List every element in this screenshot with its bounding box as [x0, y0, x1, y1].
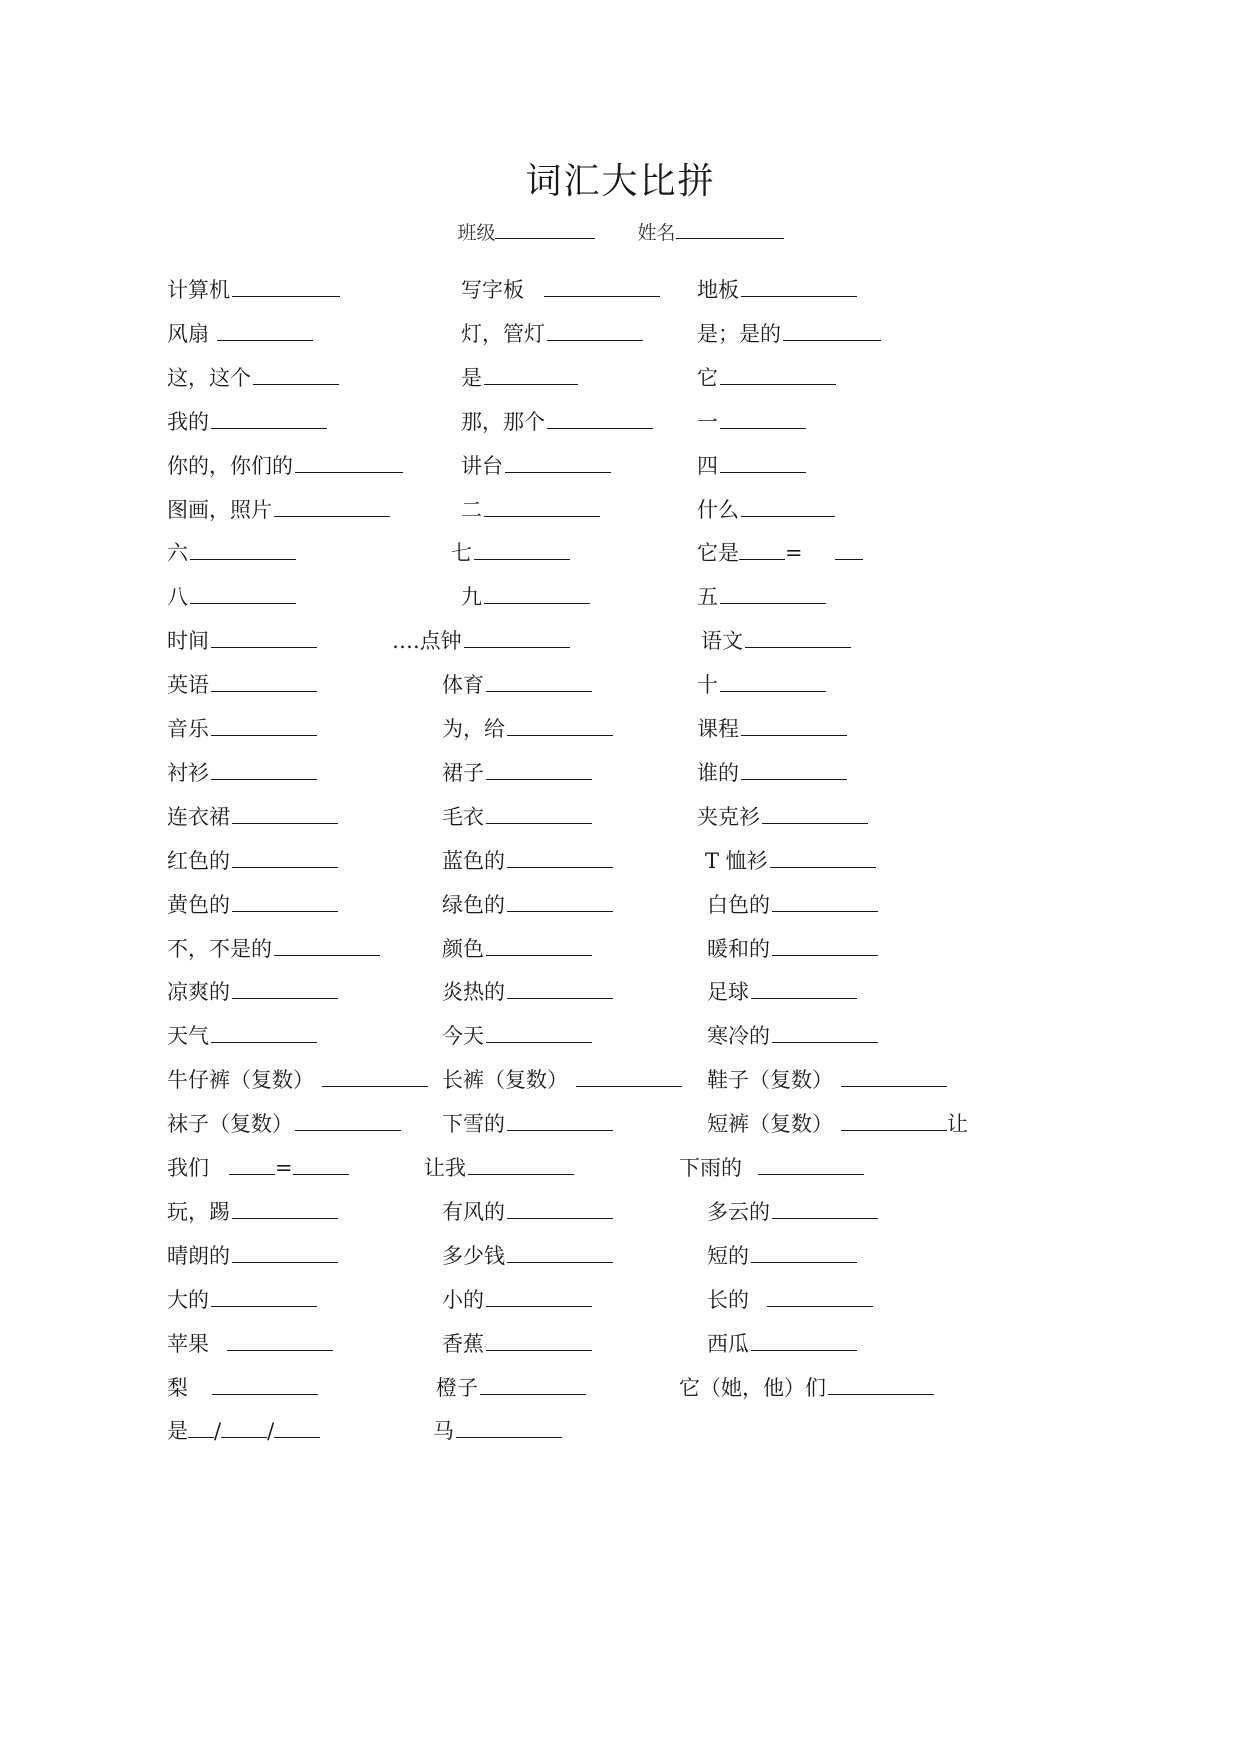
answer-blank[interactable] — [486, 759, 592, 780]
vocab-item — [697, 759, 847, 787]
answer-blank[interactable] — [772, 1022, 878, 1043]
vocab-label: 一 — [697, 409, 718, 434]
answer-blank[interactable] — [762, 803, 868, 824]
vocab-item — [167, 1286, 317, 1314]
vocab-label: 裙子 — [442, 760, 484, 785]
vocab-label: 谁的 — [697, 760, 739, 785]
vocab-label: 长裤（复数） — [442, 1068, 568, 1093]
vocab-item — [167, 1198, 338, 1226]
answer-blank[interactable] — [456, 1417, 562, 1438]
slash-separator: / — [214, 1419, 222, 1444]
vocab-label: 什么 — [697, 497, 739, 522]
vocab-item — [461, 364, 578, 392]
answer-blank[interactable] — [772, 935, 878, 956]
vocab-label: 让我 — [424, 1156, 466, 1180]
class-label: 班级 — [457, 222, 496, 244]
vocab-item — [167, 276, 340, 304]
vocab-item — [442, 803, 592, 831]
vocab-item — [679, 1374, 934, 1402]
answer-blank[interactable] — [486, 1022, 592, 1043]
vocab-label: 是；是的 — [697, 321, 781, 346]
vocab-item — [442, 1110, 613, 1138]
vocab-label: 灯，管灯 — [461, 321, 545, 346]
answer-blank[interactable] — [232, 978, 338, 999]
vocab-item — [707, 1286, 873, 1314]
vocab-label: 英语 — [167, 673, 209, 698]
vocab-item — [451, 539, 570, 567]
vocab-label: 不，不是的 — [167, 936, 272, 961]
vocab-item — [697, 320, 881, 348]
answer-blank[interactable] — [486, 1286, 592, 1307]
vocab-label: 六 — [167, 541, 188, 566]
vocab-item — [167, 1066, 428, 1094]
answer-blank[interactable] — [232, 803, 338, 824]
vocab-label: 为，给 — [442, 717, 505, 741]
vocab-label: 鞋子（复数） — [707, 1068, 833, 1093]
vocab-item — [707, 978, 857, 1006]
answer-blank[interactable] — [484, 364, 578, 385]
vocab-label: 暖和的 — [707, 936, 770, 961]
class-blank[interactable] — [495, 220, 595, 239]
vocab-label: 袜子（复数） — [167, 1112, 293, 1137]
name-field[interactable] — [638, 220, 784, 245]
vocab-label: 晴朗的 — [167, 1243, 230, 1268]
answer-blank[interactable] — [211, 715, 317, 736]
vocab-label: 地板 — [697, 278, 739, 302]
answer-blank[interactable] — [841, 1110, 947, 1131]
vocab-label: 七 — [451, 541, 472, 566]
vocab-item — [697, 408, 806, 436]
vocab-label: 多云的 — [707, 1199, 770, 1224]
vocab-item — [167, 408, 327, 436]
vocab-item — [442, 759, 592, 787]
vocab-label: 是 — [461, 365, 482, 390]
vocab-item — [697, 671, 826, 699]
vocab-label: 四 — [697, 453, 718, 478]
answer-blank[interactable] — [720, 583, 826, 604]
vocab-item — [697, 276, 857, 304]
vocab-item — [167, 1110, 401, 1138]
vocab-item — [697, 803, 868, 831]
answer-blank[interactable] — [190, 539, 296, 560]
vocab-label: 八 — [167, 585, 188, 610]
vocab-label: 连衣裙 — [167, 804, 230, 829]
vocab-label: 体育 — [442, 673, 484, 698]
answer-blank[interactable] — [212, 1374, 318, 1395]
vocab-item — [707, 1022, 878, 1050]
answer-blank[interactable] — [547, 320, 643, 341]
vocab-label: 下雨的 — [679, 1156, 742, 1180]
vocab-label: 它（她，他）们 — [679, 1375, 826, 1400]
vocab-label: 是 — [167, 1419, 188, 1444]
vocab-label: 炎热的 — [442, 980, 505, 1005]
answer-blank[interactable] — [751, 978, 857, 999]
answer-blank[interactable] — [507, 1110, 613, 1131]
vocab-item — [707, 935, 878, 963]
answer-blank[interactable] — [720, 452, 806, 473]
vocab-label: 图画，照片 — [167, 497, 272, 522]
vocab-item — [461, 496, 600, 524]
vocab-label: 短的 — [707, 1243, 749, 1268]
vocab-label: 九 — [461, 585, 482, 610]
vocab-item — [697, 583, 826, 611]
vocab-label: T 恤衫 — [705, 848, 768, 873]
class-field[interactable] — [457, 220, 595, 245]
vocab-label: 颜色 — [442, 936, 484, 961]
vocab-label: 时间 — [167, 629, 209, 654]
answer-blank[interactable] — [232, 1198, 338, 1219]
vocab-item — [701, 627, 851, 655]
vocab-label: 十 — [697, 673, 718, 698]
vocab-label: 讲台 — [461, 453, 503, 478]
answer-blank[interactable] — [480, 1374, 586, 1395]
vocab-item — [167, 1417, 320, 1445]
vocab-label: 足球 — [707, 980, 749, 1005]
answer-blank[interactable] — [227, 1330, 333, 1351]
vocab-label: 课程 — [697, 717, 739, 741]
vocab-label: 今天 — [442, 1024, 484, 1049]
answer-blank[interactable] — [484, 583, 590, 604]
vocab-item — [167, 1154, 349, 1182]
answer-blank[interactable] — [770, 847, 876, 868]
vocab-item — [167, 803, 338, 831]
vocab-item — [167, 496, 390, 524]
answer-blank[interactable] — [767, 1286, 873, 1307]
answer-blank[interactable] — [841, 1066, 947, 1087]
vocab-label: 音乐 — [167, 717, 209, 741]
vocab-item — [707, 1242, 857, 1270]
vocab-label: 有风的 — [442, 1199, 505, 1224]
vocab-item — [167, 320, 313, 348]
answer-blank[interactable] — [211, 759, 317, 780]
vocab-item — [442, 1330, 592, 1358]
student-info-line — [0, 220, 1241, 245]
vocab-item — [707, 891, 878, 919]
answer-blank[interactable] — [211, 408, 327, 429]
answer-blank[interactable] — [188, 1417, 214, 1438]
vocab-item — [442, 978, 613, 1006]
answer-blank[interactable] — [464, 627, 570, 648]
vocab-label: 凉爽的 — [167, 980, 230, 1005]
vocab-label: 五 — [697, 585, 718, 610]
vocab-label: 你的，你们的 — [167, 453, 293, 478]
answer-blank[interactable] — [322, 1066, 428, 1087]
answer-blank[interactable] — [835, 539, 863, 560]
answer-blank[interactable] — [772, 1198, 878, 1219]
answer-blank[interactable] — [751, 1242, 857, 1263]
answer-blank[interactable] — [720, 408, 806, 429]
vocab-item — [707, 1198, 878, 1226]
vocab-item — [707, 1330, 857, 1358]
vocab-label: 写字板 — [461, 278, 524, 302]
vocab-label: 香蕉 — [442, 1331, 484, 1356]
vocab-item — [167, 627, 317, 655]
answer-blank[interactable] — [758, 1154, 864, 1175]
answer-blank[interactable] — [295, 452, 403, 473]
vocab-item — [167, 715, 317, 743]
vocab-item — [461, 583, 590, 611]
answer-blank[interactable] — [211, 671, 317, 692]
answer-blank[interactable] — [507, 715, 613, 736]
answer-blank[interactable] — [741, 276, 857, 297]
vocab-item — [707, 1066, 947, 1094]
vocab-item — [442, 1066, 682, 1094]
answer-blank[interactable] — [221, 1417, 267, 1438]
answer-blank[interactable] — [484, 496, 600, 517]
vocab-item — [697, 715, 847, 743]
vocab-item — [167, 364, 339, 392]
answer-blank[interactable] — [211, 1022, 317, 1043]
answer-blank[interactable] — [741, 759, 847, 780]
answer-blank[interactable] — [274, 496, 390, 517]
vocab-label: 那，那个 — [461, 409, 545, 434]
vocab-item — [442, 891, 613, 919]
vocab-item — [697, 364, 836, 392]
answer-blank[interactable] — [505, 452, 611, 473]
answer-blank[interactable] — [232, 891, 338, 912]
answer-blank[interactable] — [507, 1242, 613, 1263]
equals-sign: = — [275, 1156, 293, 1180]
vocab-item — [442, 935, 592, 963]
answer-blank[interactable] — [772, 891, 878, 912]
vocab-item — [707, 1110, 968, 1138]
answer-blank[interactable] — [741, 496, 835, 517]
answer-blank[interactable] — [720, 364, 836, 385]
vocab-item — [433, 1417, 562, 1445]
vocab-label: 红色的 — [167, 848, 230, 873]
vocab-label: 我们 — [167, 1156, 209, 1180]
vocab-label: 蓝色的 — [442, 848, 505, 873]
vocab-label: 玩，踢 — [167, 1199, 230, 1224]
vocab-item — [442, 1198, 613, 1226]
vocab-item — [442, 1286, 592, 1314]
vocab-label: 短裤（复数） — [707, 1112, 833, 1137]
vocab-item — [461, 408, 653, 436]
vocab-label: 风扇 — [167, 321, 209, 346]
answer-blank[interactable] — [211, 627, 317, 648]
answer-blank[interactable] — [547, 408, 653, 429]
vocab-item — [461, 320, 643, 348]
vocab-label: 它 — [697, 365, 718, 390]
vocab-label: 毛衣 — [442, 804, 484, 829]
vocab-label: 衬衫 — [167, 760, 209, 785]
equals-sign: = — [785, 541, 803, 566]
vocab-item — [442, 671, 592, 699]
vocab-label: 大的 — [167, 1287, 209, 1312]
answer-blank[interactable] — [544, 276, 660, 297]
vocab-item — [679, 1154, 864, 1182]
vocab-item — [167, 759, 317, 787]
vocab-item — [167, 1022, 317, 1050]
vocab-item — [436, 1374, 586, 1402]
slash-separator: / — [267, 1419, 275, 1444]
vocab-label: 苹果 — [167, 1331, 209, 1356]
vocab-item — [167, 1242, 338, 1270]
answer-blank[interactable] — [486, 1330, 592, 1351]
vocab-label: 长的 — [707, 1287, 749, 1312]
answer-blank[interactable] — [295, 1110, 401, 1131]
vocab-item — [167, 539, 296, 567]
answer-blank[interactable] — [507, 1198, 613, 1219]
answer-blank[interactable] — [507, 847, 613, 868]
vocab-label: 这，这个 — [167, 365, 251, 390]
vocab-item — [697, 452, 806, 480]
answer-blank[interactable] — [217, 320, 313, 341]
vocab-item — [442, 1022, 592, 1050]
worksheet-title: 词汇大比拼 — [525, 161, 716, 202]
vocab-item — [167, 1374, 318, 1402]
answer-blank[interactable] — [783, 320, 881, 341]
trailing-char: 让 — [947, 1112, 968, 1137]
vocab-label: 黄色的 — [167, 892, 230, 917]
vocab-item — [442, 1242, 613, 1270]
answer-blank[interactable] — [468, 1154, 574, 1175]
answer-blank[interactable] — [190, 583, 296, 604]
answer-blank[interactable] — [828, 1374, 934, 1395]
vocab-label: 它是 — [697, 541, 739, 566]
vocab-label: 绿色的 — [442, 892, 505, 917]
vocab-label: 橙子 — [436, 1375, 478, 1400]
vocab-item — [167, 671, 317, 699]
answer-blank[interactable] — [232, 1242, 338, 1263]
answer-blank[interactable] — [474, 539, 570, 560]
vocab-item — [697, 539, 863, 567]
answer-blank[interactable] — [739, 539, 785, 560]
answer-blank[interactable] — [486, 803, 592, 824]
answer-blank[interactable] — [576, 1066, 682, 1087]
answer-blank[interactable] — [211, 1286, 317, 1307]
vocab-item — [461, 452, 611, 480]
name-blank[interactable] — [676, 220, 784, 239]
vocab-label: 语文 — [701, 629, 743, 654]
vocab-item — [167, 935, 380, 963]
vocab-label: 马 — [433, 1419, 454, 1444]
answer-blank[interactable] — [507, 978, 613, 999]
vocab-label: 夹克衫 — [697, 804, 760, 829]
vocab-label: 多少钱 — [442, 1243, 505, 1268]
vocab-item — [167, 1330, 333, 1358]
answer-blank[interactable] — [274, 935, 380, 956]
vocab-item — [167, 583, 296, 611]
vocab-label: 二 — [461, 497, 482, 522]
vocab-label: 牛仔裤（复数） — [167, 1068, 314, 1093]
answer-blank[interactable] — [751, 1330, 857, 1351]
vocab-item — [461, 276, 660, 304]
vocab-item — [705, 847, 876, 875]
answer-blank[interactable] — [253, 364, 339, 385]
vocab-label: 小的 — [442, 1287, 484, 1312]
answer-blank[interactable] — [741, 715, 847, 736]
vocab-label: 我的 — [167, 409, 209, 434]
vocab-item — [424, 1154, 574, 1182]
vocab-label: 白色的 — [707, 892, 770, 917]
vocab-item — [167, 978, 338, 1006]
answer-blank[interactable] — [486, 671, 592, 692]
vocab-item — [167, 847, 338, 875]
vocab-item — [442, 715, 613, 743]
vocab-item — [392, 627, 570, 655]
name-label: 姓名 — [637, 222, 676, 244]
vocab-label: 西瓜 — [707, 1331, 749, 1356]
answer-blank[interactable] — [293, 1154, 349, 1175]
vocab-item — [442, 847, 613, 875]
answer-blank[interactable] — [720, 671, 826, 692]
vocab-label: 寒冷的 — [707, 1024, 770, 1049]
vocab-label: 下雪的 — [442, 1112, 505, 1137]
vocab-item — [167, 452, 403, 480]
answer-blank[interactable] — [486, 935, 592, 956]
vocab-item — [697, 496, 835, 524]
answer-blank[interactable] — [229, 1154, 275, 1175]
answer-blank[interactable] — [232, 276, 340, 297]
vocab-label: 梨 — [167, 1375, 188, 1400]
answer-blank[interactable] — [745, 627, 851, 648]
vocab-label: 天气 — [167, 1024, 209, 1049]
answer-blank[interactable] — [232, 847, 338, 868]
answer-blank[interactable] — [507, 891, 613, 912]
vocab-label: ….点钟 — [392, 629, 462, 654]
vocab-label: 计算机 — [167, 278, 230, 302]
vocab-item — [167, 891, 338, 919]
answer-blank[interactable] — [274, 1417, 320, 1438]
